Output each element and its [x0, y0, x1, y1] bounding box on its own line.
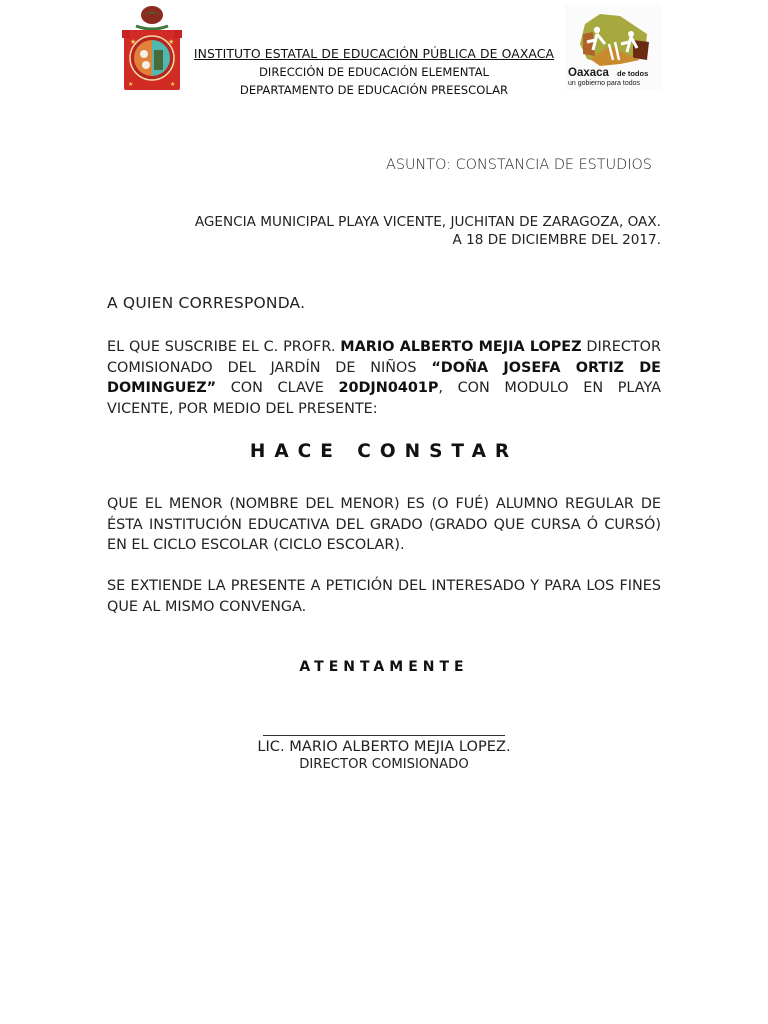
svg-text:★: ★	[130, 39, 137, 46]
intro-text-2: DIRECTOR COMISIONADO DEL JARDÍN DE NIÑOS	[107, 339, 661, 376]
logo-slogan: un gobierno para todos	[568, 80, 640, 87]
hace-constar-heading: HACE CONSTAR	[249, 441, 519, 462]
institution-name: INSTITUTO ESTATAL DE EDUCACIÓN PÚBLICA DE OAXACA	[193, 46, 555, 61]
statement-paragraph: QUE EL MENOR (NOMBRE DEL MENOR) ES (O FUÉ) ALUMNO REGULAR DE ÉSTA INSTITUCIÓN EDUCATIVA DEL GRADO (GRADO QUE CURSA Ó CURSÓ) EN EL CICLO ESCOLAR (CICLO ESCOLAR).	[107, 496, 661, 553]
intro-text-3: CON CLAVE	[216, 380, 339, 396]
signature-line	[263, 735, 505, 736]
svg-text:★: ★	[128, 82, 134, 88]
intro-paragraph	[107, 337, 661, 419]
oaxaca-de-todos-logo-icon	[565, 4, 662, 90]
intro-text-4: , CON MODULO EN PLAYA VICENTE, POR MEDIO DEL PRESENTE:	[107, 380, 662, 417]
school-name-bold: “DOÑA JOSEFA ORTIZ DE DOMINGUEZ”	[107, 359, 661, 396]
place-text: AGENCIA MUNICIPAL PLAYA VICENTE, JUCHITAN DE ZARAGOZA, OAX.	[194, 214, 661, 230]
logo-title-rest: de todos	[617, 69, 649, 78]
school-code-bold: 20DJN0401P	[338, 380, 439, 396]
oaxaca-coat-of-arms-icon	[120, 2, 184, 92]
signer-name: LIC. MARIO ALBERTO MEJIA LOPEZ.	[257, 738, 511, 755]
svg-text:★: ★	[168, 39, 175, 46]
svg-text:★: ★	[170, 82, 176, 88]
logo-title: Oaxaca	[568, 67, 609, 79]
direction-name: DIRECCIÓN DE EDUCACIÓN ELEMENTAL	[258, 65, 489, 79]
signer-title: DIRECTOR COMISIONADO	[299, 757, 469, 772]
closing-paragraph: SE EXTIENDE LA PRESENTE A PETICIÓN DEL INTERESADO Y PARA LOS FINES QUE AL MISMO CONVENGA.	[107, 578, 661, 615]
valediction: ATENTAMENTE	[299, 659, 469, 675]
intro-text-1: EL QUE SUSCRIBE EL C. PROFR.	[107, 339, 341, 355]
department-name: DEPARTAMENTO DE EDUCACIÓN PREESCOLAR	[239, 83, 509, 97]
salutation: A QUIEN CORRESPONDA.	[107, 294, 306, 312]
place-date-block	[195, 213, 661, 249]
signer-name-bold: MARIO ALBERTO MEJIA LOPEZ	[340, 339, 582, 355]
subject-line: ASUNTO: CONSTANCIA DE ESTUDIOS	[386, 157, 652, 173]
date-text: A 18 DE DICIEMBRE DEL 2017.	[452, 232, 661, 248]
